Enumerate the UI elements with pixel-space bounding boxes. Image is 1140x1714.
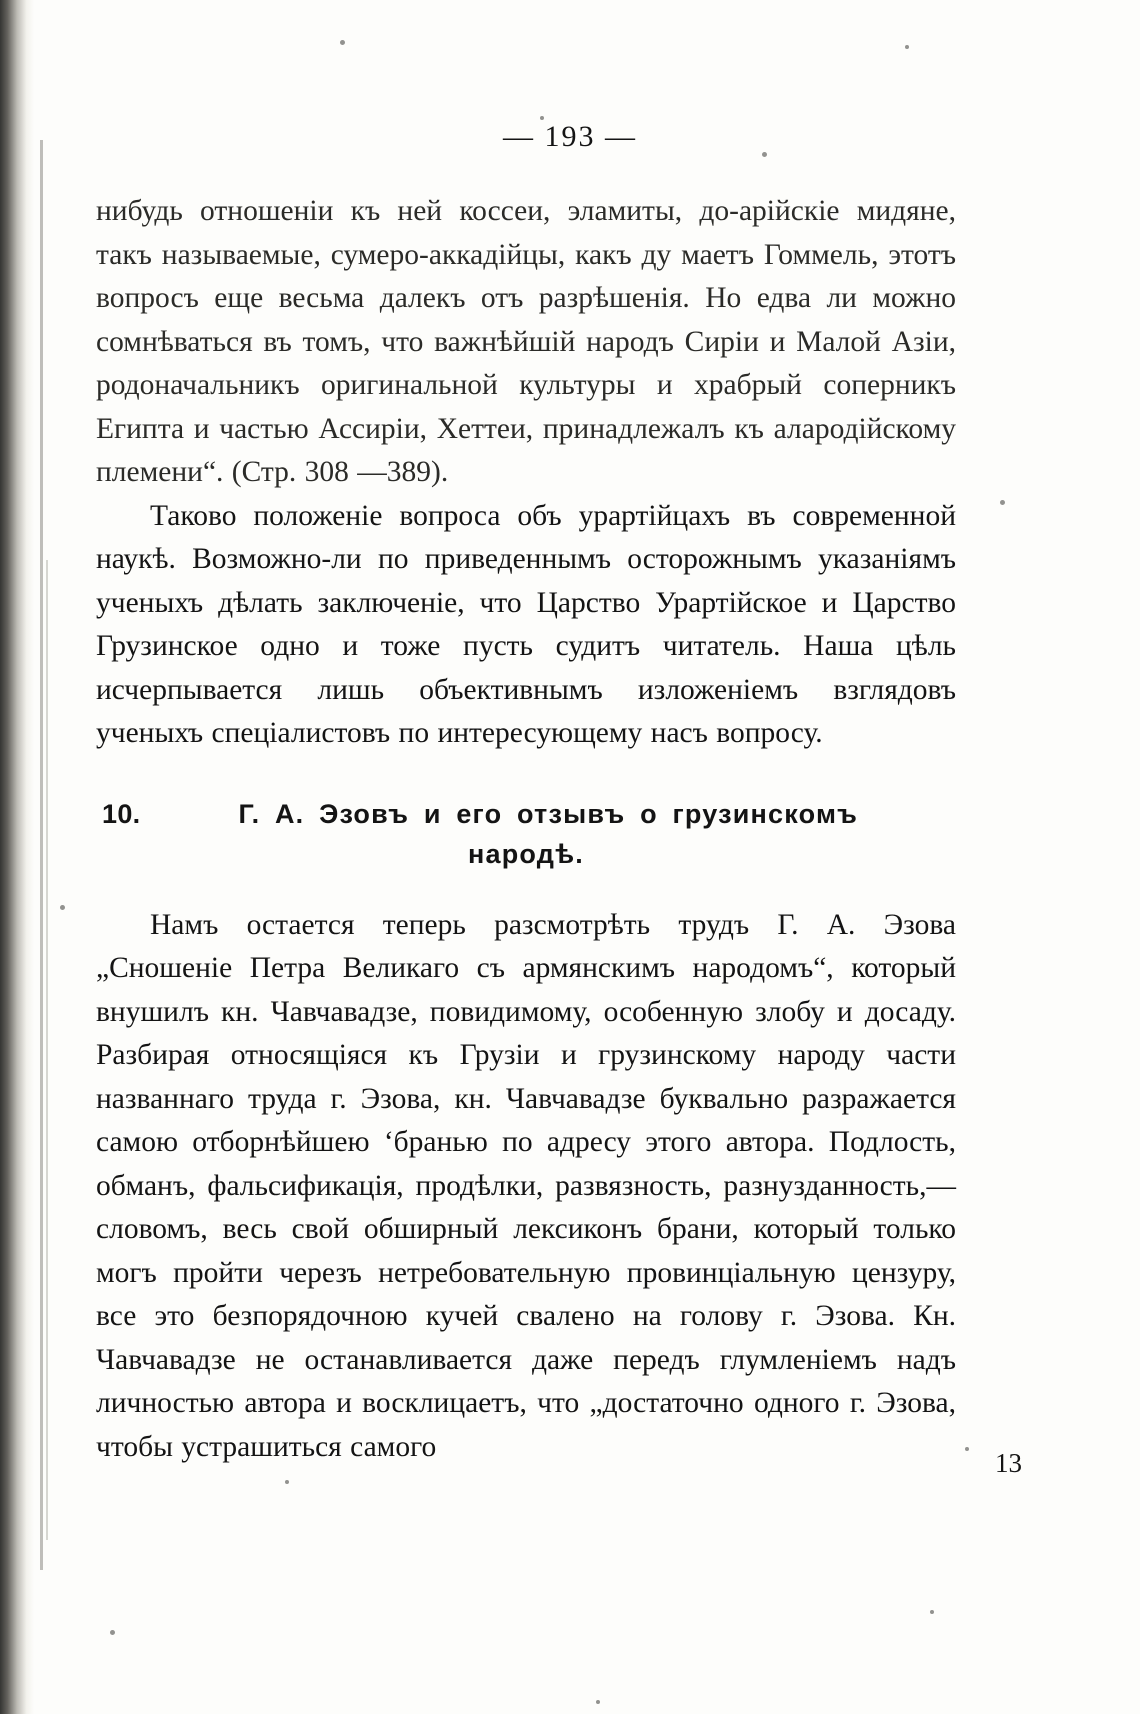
section-number: 10. <box>102 798 141 829</box>
paragraph: Таково положеніе вопроса объ урартійцахъ въ современной наукѣ. Возможно-ли по приведеннымъ осторожнымъ указаніямъ ученыхъ дѣлать заключеніе, что Царство Урартійское и Царство Грузинское одно и тоже пусть судитъ читатель. Наша цѣль исчерпывается лишь объективнымъ изложеніемъ взглядовъ ученыхъ спеціалистовъ по интересующему насъ вопросу. <box>96 499 956 749</box>
section-title-line-1: Г. А. Эзовъ и его отзывъ о грузинскомъ <box>238 798 858 829</box>
section-heading <box>96 794 956 874</box>
section-title-line-2: народѣ. <box>468 838 584 869</box>
page-number: — 193 — <box>503 120 637 153</box>
paragraph-continuation: нибудь отношеніи къ ней коссеи, эламиты, до-арійскіе мидяне, такъ называемые, сумеро-аккадійцы, какъ ду маетъ Гоммель, этотъ вопросъ еще весьма далекъ отъ разрѣшенія. Но едва ли можно сомнѣваться въ томъ, что важнѣйшій народъ Сиріи и Малой Азіи, родоначальникъ оригинальной культуры и храбрый соперникъ Египта и частью Ассиріи, Хеттеи, принадлежалъ къ алародійскому племени“. (Стр. 308 —389). <box>96 195 956 488</box>
page-body <box>96 190 956 1469</box>
paragraph: Намъ остается теперь разсмотрѣть трудъ Г. А. Эзова „Сношеніе Петра Великаго съ армянскимъ народомъ“, который внушилъ кн. Чавчавадзе, повидимому, особенную злобу и досаду. Разбирая относящіяся къ Грузіи и грузинскому народу части названнаго труда г. Эзова, кн. Чавчавадзе буквально разражается самою отборнѣйшею ‘бранью по адресу этого автора. Подлость, обманъ, фальсификація, продѣлки, развязность, разнузданность,—словомъ, весь свой обширный лексиконъ брани, который только могъ пройти черезъ нетребовательную провинціальную цензуру, все это безпорядочною кучей свалено на голову г. Эзова. Кн. Чавчавадзе не останавливается даже передъ глумленіемъ надъ личностью автора и восклицаетъ, что „достаточно одного г. Эзова, чтобы устрашиться самого <box>96 908 956 1463</box>
signature-mark: 13 <box>995 1448 1022 1478</box>
